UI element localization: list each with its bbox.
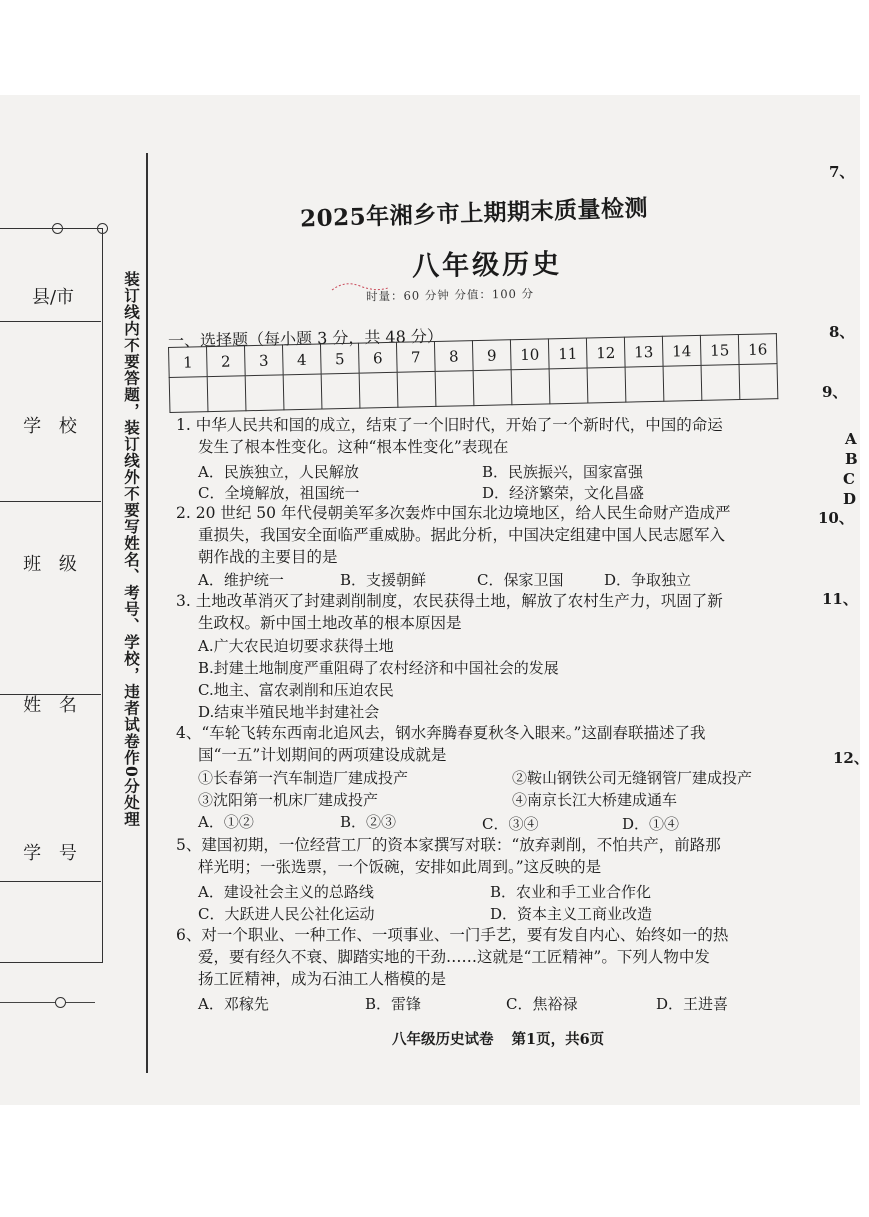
q3-stem-line2: 生政权。新中国土地改革的根本原因是 bbox=[198, 614, 462, 632]
grid-answer-cell-11[interactable] bbox=[549, 368, 588, 404]
grid-answer-cell-5[interactable] bbox=[321, 373, 360, 409]
grid-answer-cell-14[interactable] bbox=[663, 365, 702, 401]
grid-answer-cell-8[interactable] bbox=[435, 371, 474, 407]
exam-title: 2025年湘乡市上期期末质量检测 bbox=[299, 194, 649, 233]
grid-answer-cell-3[interactable] bbox=[245, 375, 284, 411]
q5-option-b: B．农业和手工业合作化 bbox=[490, 883, 652, 901]
footer-page-number: 第1页，共6页 bbox=[511, 1031, 605, 1048]
q2-option-c: C．保家卫国 bbox=[477, 571, 564, 589]
grid-number-6: 6 bbox=[358, 342, 397, 373]
grid-number-3: 3 bbox=[244, 345, 283, 376]
q3-option-d: D.结束半殖民地半封建社会 bbox=[198, 703, 380, 721]
grid-number-15: 15 bbox=[700, 335, 739, 366]
q2-stem-line3: 朝作战的主要目的是 bbox=[198, 548, 338, 566]
q4-option-a: A．①② bbox=[198, 813, 254, 831]
grid-answer-cell-10[interactable] bbox=[511, 369, 550, 405]
q2-option-b: B．支援朝鲜 bbox=[340, 571, 427, 589]
q4-option-d: D．①④ bbox=[622, 815, 680, 833]
q4-item-1: ①长春第一汽车制造厂建成投产 bbox=[198, 769, 409, 787]
grid-answer-cell-9[interactable] bbox=[473, 370, 512, 406]
time-and-score: 时量：60 分钟 分值：100 分 bbox=[365, 286, 535, 304]
q6-stem-line2: 爱，要有经久不衰、脚踏实地的干劲……这就是“工匠精神”。下列人物中发 bbox=[198, 948, 710, 966]
grid-answer-cell-4[interactable] bbox=[283, 374, 322, 410]
edge-q9: 9、 bbox=[822, 383, 848, 401]
q1-option-c: C．全境解放，祖国统一 bbox=[198, 484, 360, 502]
q4-stem-line2: 国“一五”计划期间的两项建设成就是 bbox=[198, 746, 447, 764]
edge-q11: 11、 bbox=[822, 590, 858, 608]
grid-number-10: 10 bbox=[510, 339, 549, 370]
q1-option-d: D．经济繁荣，文化昌盛 bbox=[482, 484, 645, 502]
grid-number-14: 14 bbox=[662, 335, 701, 366]
edge-q8: 8、 bbox=[829, 323, 855, 341]
q2-option-d: D．争取独立 bbox=[604, 571, 692, 589]
q5-stem-line1: 5、建国初期，一位经营工厂的资本家撰写对联：“放弃剥削，不怕共产，前路那 bbox=[176, 836, 721, 854]
q3-option-b: B.封建土地制度严重阻碍了农村经济和中国社会的发展 bbox=[198, 659, 559, 677]
q6-option-c: C．焦裕禄 bbox=[506, 995, 578, 1013]
q3-option-c: C.地主、富农剥削和压迫农民 bbox=[198, 681, 394, 699]
q3-stem-line1: 3. 土地改革消灭了封建剥削制度，农民获得土地，解放了农村生产力，巩固了新 bbox=[176, 592, 723, 610]
page-footer bbox=[392, 1028, 604, 1049]
grid-number-11: 11 bbox=[548, 338, 587, 369]
q6-stem-line1: 6、对一个职业、一种工作、一项事业、一门手艺，要有发自内心、始终如一的热 bbox=[176, 926, 729, 944]
grid-number-7: 7 bbox=[396, 341, 435, 372]
q4-item-2: ②鞍山钢铁公司无缝钢管厂建成投产 bbox=[512, 769, 753, 787]
q2-option-a: A．维护统一 bbox=[198, 571, 284, 589]
grid-number-9: 9 bbox=[472, 340, 511, 371]
grid-answer-cell-6[interactable] bbox=[359, 372, 398, 408]
edge-q10: 10、 bbox=[818, 509, 854, 527]
q1-option-a: A．民族独立，人民解放 bbox=[198, 463, 359, 481]
grid-number-1: 1 bbox=[169, 347, 208, 378]
grid-number-2: 2 bbox=[207, 346, 246, 377]
q5-stem-line2: 样光明；一张选票，一个饭碗，安排如此周到。”这反映的是 bbox=[198, 858, 602, 876]
q2-stem-line2: 重损失，我国安全面临严重威胁。据此分析，中国决定组建中国人民志愿军入 bbox=[198, 526, 726, 544]
edge-q7: 7、 bbox=[829, 163, 855, 181]
edge-option-a: A bbox=[845, 430, 857, 448]
q3-option-a: A.广大农民迫切要求获得土地 bbox=[198, 637, 394, 655]
edge-option-d: D bbox=[843, 490, 857, 508]
field-name: 姓 名 bbox=[23, 695, 83, 716]
field-school: 学 校 bbox=[23, 416, 83, 437]
binding-warning: 装订线内不要答题，装订线外不要写姓名、考号、学校，违者试卷作0分处理 bbox=[122, 271, 141, 828]
grid-answer-cell-12[interactable] bbox=[587, 367, 626, 403]
grid-number-5: 5 bbox=[320, 343, 359, 374]
field-county: 县/市 bbox=[31, 287, 75, 308]
q4-item-4: ④南京长江大桥建成通车 bbox=[512, 791, 678, 809]
field-student-id: 学 号 bbox=[23, 843, 83, 864]
q4-option-b: B．②③ bbox=[340, 813, 397, 831]
q5-option-c: C．大跃进人民公社化运动 bbox=[198, 905, 375, 923]
q4-option-c: C．③④ bbox=[482, 815, 539, 833]
field-class: 班 级 bbox=[23, 554, 83, 575]
grid-answer-cell-13[interactable] bbox=[625, 366, 664, 402]
grid-answer-cell-7[interactable] bbox=[397, 371, 436, 407]
grid-answer-cell-1[interactable] bbox=[169, 377, 208, 413]
q4-stem-line1: 4、“车轮飞转东西南北追风去，钢水奔腾春夏秋冬入眼来。”这副春联描述了我 bbox=[176, 724, 706, 742]
grid-number-12: 12 bbox=[586, 337, 625, 368]
q1-stem-line1: 1. 中华人民共和国的成立，结束了一个旧时代，开始了一个新时代，中国的命运 bbox=[176, 416, 723, 434]
q1-option-b: B．民族振兴，国家富强 bbox=[482, 463, 644, 481]
binding-line bbox=[146, 153, 148, 1073]
q6-stem-line3: 扬工匠精神，成为石油工人楷模的是 bbox=[198, 970, 447, 988]
q6-option-b: B．雷锋 bbox=[365, 995, 422, 1013]
q6-option-a: A．邓稼先 bbox=[198, 995, 269, 1013]
grid-number-4: 4 bbox=[282, 344, 321, 375]
edge-option-c: C bbox=[843, 470, 855, 488]
grid-answer-cell-15[interactable] bbox=[701, 365, 740, 401]
q6-option-d: D．王进喜 bbox=[656, 995, 729, 1013]
student-info-box bbox=[0, 228, 103, 963]
bottom-dotted-rule bbox=[0, 1002, 95, 1003]
exam-subject: 八年级历史 bbox=[411, 248, 563, 283]
grid-answer-cell-2[interactable] bbox=[207, 376, 246, 412]
edge-option-b: B bbox=[845, 450, 858, 468]
answer-grid bbox=[168, 333, 778, 413]
section-heading: 一、选择题（每小题 3 分，共 48 分） bbox=[167, 326, 444, 351]
edge-q12: 12、 bbox=[833, 749, 869, 767]
grid-answer-cell-16[interactable] bbox=[739, 364, 778, 400]
binding-hole-bottom bbox=[55, 997, 66, 1008]
footer-paper-name: 八年级历史试卷 bbox=[392, 1031, 494, 1048]
grid-number-13: 13 bbox=[624, 336, 663, 367]
grid-number-16: 16 bbox=[738, 334, 777, 365]
q5-option-a: A．建设社会主义的总路线 bbox=[198, 883, 374, 901]
q2-stem-line1: 2. 20 世纪 50 年代侵朝美军多次轰炸中国东北边境地区，给人民生命财产造成严 bbox=[176, 504, 731, 522]
q1-stem-line2: 发生了根本性变化。这种“根本性变化”表现在 bbox=[198, 438, 509, 456]
q4-item-3: ③沈阳第一机床厂建成投产 bbox=[198, 791, 379, 809]
exam-sheet bbox=[0, 95, 869, 1105]
q5-option-d: D．资本主义工商业改造 bbox=[490, 905, 653, 923]
grid-number-8: 8 bbox=[434, 341, 473, 372]
